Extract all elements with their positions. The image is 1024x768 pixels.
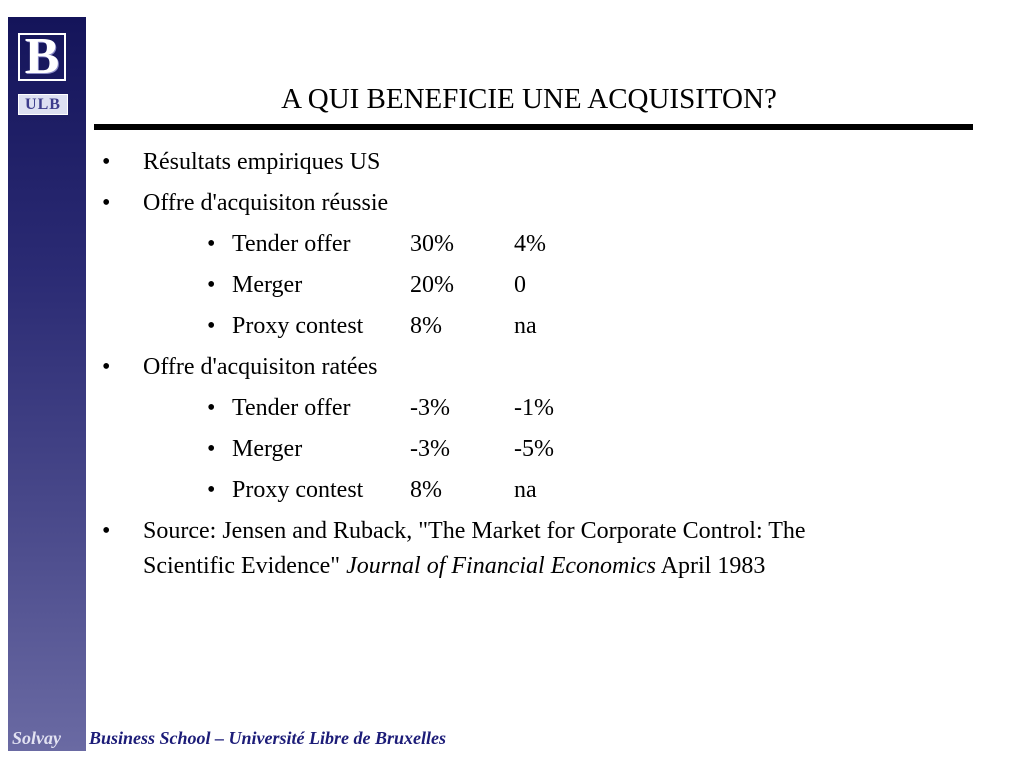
slide-title: A QUI BENEFICIE UNE ACQUISITON? [281,83,777,115]
row-value-2: 4% [514,231,546,257]
row-value-1: -3% [410,395,450,421]
failed-row-merger [100,432,980,467]
failed-row-proxy-contest [100,473,980,508]
bullet-icon: • [207,477,216,503]
source-line-2 [143,549,980,584]
bullet-icon: • [102,190,111,216]
success-row-merger [100,268,980,303]
row-value-2: na [514,477,537,503]
journal-title: Journal of Financial Economics [346,553,657,579]
row-value-2: -5% [514,436,554,462]
bullet-item-source [100,514,980,584]
row-label: Merger [232,272,303,298]
bullet-text: Offre d'acquisiton réussie [143,190,389,216]
row-value-1: 30% [410,231,454,257]
row-label: Proxy contest [232,477,364,503]
bullet-item-success [100,186,980,221]
ulb-logo-text: ULB [25,95,61,113]
row-label: Tender offer [232,395,351,421]
bullet-icon: • [207,436,216,462]
bullet-item-failed [100,350,980,385]
row-value-2: na [514,313,537,339]
bullet-icon: • [207,272,216,298]
slide-content [100,145,980,590]
bullet-text: Offre d'acquisiton ratées [143,354,378,380]
bullet-item-empirical [100,145,980,180]
footer-brand: Solvay [12,728,61,748]
bullet-icon: • [207,395,216,421]
bullet-icon: • [102,518,111,544]
row-label: Proxy contest [232,313,364,339]
logo-letter: B [24,28,60,85]
source-line-1: Source: Jensen and Ruback, "The Market for Corporate Control: The [143,518,806,544]
failed-row-tender-offer [100,391,980,426]
sidebar-band [8,17,86,751]
bullet-icon: • [102,149,111,175]
bullet-icon: • [102,354,111,380]
row-label: Tender offer [232,231,351,257]
footer [8,726,446,751]
bullet-icon: • [207,313,216,339]
row-value-2: 0 [514,272,526,298]
row-value-1: -3% [410,436,450,462]
ulb-logo [18,94,68,115]
title-rule [94,124,973,130]
row-value-2: -1% [514,395,554,421]
row-value-1: 8% [410,313,442,339]
source-prefix: Scientific Evidence" [143,553,347,579]
source-date: April 1983 [656,553,766,579]
bullet-text: Résultats empiriques US [143,149,381,175]
footer-school: Business School – Université Libre de Bruxelles [89,728,447,748]
success-row-tender-offer [100,227,980,262]
row-label: Merger [232,436,303,462]
success-row-proxy-contest [100,309,980,344]
row-value-1: 8% [410,477,442,503]
row-value-1: 20% [410,272,454,298]
bullet-icon: • [207,231,216,257]
solvay-b-logo [18,28,66,85]
